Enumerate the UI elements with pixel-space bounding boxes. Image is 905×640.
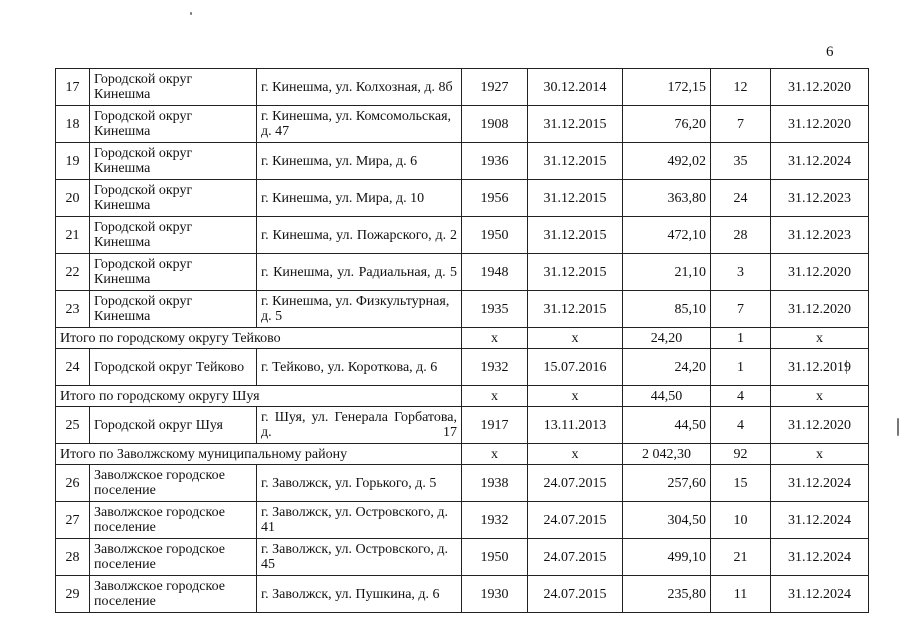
address-cell: г. Кинешма, ул. Колхозная, д. 8б — [257, 69, 462, 106]
page-number: 6 — [826, 44, 834, 60]
address-cell: г. Кинешма, ул. Комсомольская, д. 47 — [257, 106, 462, 143]
area-cell: 44,50 — [623, 407, 711, 444]
year-cell: 1932 — [462, 349, 528, 386]
year-cell: x — [462, 444, 528, 465]
area-cell: 257,60 — [623, 465, 711, 502]
row-number-cell: 17 — [56, 69, 90, 106]
row-number-cell: 25 — [56, 407, 90, 444]
area-cell: 85,10 — [623, 291, 711, 328]
people-cell: 7 — [711, 291, 771, 328]
table-row — [56, 254, 869, 291]
scan-edge-mark — [897, 418, 899, 436]
year-cell: 1950 — [462, 217, 528, 254]
people-cell: 24 — [711, 180, 771, 217]
area-cell: 21,10 — [623, 254, 711, 291]
municipality-cell: Заволжское городское поселение — [90, 502, 257, 539]
area-cell: 363,80 — [623, 180, 711, 217]
address-cell: г. Заволжск, ул. Островского, д. 45 — [257, 539, 462, 576]
table-row — [56, 576, 869, 613]
date-cell: 24.07.2015 — [528, 465, 623, 502]
deadline-cell: 31.12.2024 — [771, 502, 869, 539]
people-cell: 28 — [711, 217, 771, 254]
people-cell: 4 — [711, 386, 771, 407]
deadline-cell: x — [771, 444, 869, 465]
people-cell: 7 — [711, 106, 771, 143]
address-cell: г. Заволжск, ул. Островского, д. 41 — [257, 502, 462, 539]
deadline-cell: 31.12.2020 — [771, 106, 869, 143]
address-cell: г. Заволжск, ул. Пушкина, д. 6 — [257, 576, 462, 613]
deadline-cell: 31.12.2023 — [771, 180, 869, 217]
year-cell: 1938 — [462, 465, 528, 502]
year-cell: 1930 — [462, 576, 528, 613]
municipality-cell: Заволжское городское поселение — [90, 465, 257, 502]
municipality-cell: Городской округ Шуя — [90, 407, 257, 444]
area-cell: 235,80 — [623, 576, 711, 613]
people-cell: 12 — [711, 69, 771, 106]
date-cell: 24.07.2015 — [528, 502, 623, 539]
address-cell: г. Заволжск, ул. Горького, д. 5 — [257, 465, 462, 502]
people-cell: 35 — [711, 143, 771, 180]
people-cell: 4 — [711, 407, 771, 444]
table-row — [56, 106, 869, 143]
address-cell: г. Тейково, ул. Короткова, д. 6 — [257, 349, 462, 386]
row-number-cell: 21 — [56, 217, 90, 254]
deadline-cell: 31.12.2020 — [771, 69, 869, 106]
row-number-cell: 20 — [56, 180, 90, 217]
deadline-cell: 31.12.2020 — [771, 291, 869, 328]
people-cell: 1 — [711, 328, 771, 349]
date-cell: 15.07.2016 — [528, 349, 623, 386]
housing-table — [55, 68, 869, 613]
deadline-cell: x — [771, 328, 869, 349]
municipality-cell: Городской округ Кинешма — [90, 254, 257, 291]
subtotal-row — [56, 386, 869, 407]
subtotal-label-cell: Итого по городскому округу Тейково — [56, 328, 462, 349]
deadline-cell: x — [771, 386, 869, 407]
people-cell: 11 — [711, 576, 771, 613]
table-row — [56, 69, 869, 106]
year-cell: 1935 — [462, 291, 528, 328]
table-row — [56, 407, 869, 444]
address-cell: г. Кинешма, ул. Пожарского, д. 2 — [257, 217, 462, 254]
area-cell: 472,10 — [623, 217, 711, 254]
year-cell: 1932 — [462, 502, 528, 539]
date-cell: 24.07.2015 — [528, 539, 623, 576]
deadline-cell: 31.12.2023 — [771, 217, 869, 254]
table-row — [56, 349, 869, 386]
table-row — [56, 465, 869, 502]
municipality-cell: Городской округ Кинешма — [90, 180, 257, 217]
row-number-cell: 26 — [56, 465, 90, 502]
people-cell: 21 — [711, 539, 771, 576]
year-cell: 1917 — [462, 407, 528, 444]
year-cell: x — [462, 386, 528, 407]
municipality-cell: Заволжское городское поселение — [90, 539, 257, 576]
subtotal-row — [56, 328, 869, 349]
deadline-cell: 31.12.2019 — [771, 349, 869, 386]
people-cell: 92 — [711, 444, 771, 465]
subtotal-label-cell: Итого по городскому округу Шуя — [56, 386, 462, 407]
year-cell: 1927 — [462, 69, 528, 106]
address-cell: г. Шуя, ул. Генерала Горбатова, д. 17 — [257, 407, 462, 444]
year-cell: 1936 — [462, 143, 528, 180]
subtotal-row — [56, 444, 869, 465]
deadline-cell: 31.12.2024 — [771, 576, 869, 613]
address-cell: г. Кинешма, ул. Мира, д. 10 — [257, 180, 462, 217]
municipality-cell: Городской округ Тейково — [90, 349, 257, 386]
address-cell: г. Кинешма, ул. Радиальная, д. 5 — [257, 254, 462, 291]
row-number-cell: 18 — [56, 106, 90, 143]
area-cell: 492,02 — [623, 143, 711, 180]
year-cell: 1950 — [462, 539, 528, 576]
area-cell: 2 042,30 — [623, 444, 711, 465]
row-number-cell: 19 — [56, 143, 90, 180]
row-number-cell: 24 — [56, 349, 90, 386]
row-number-cell: 28 — [56, 539, 90, 576]
municipality-cell: Городской округ Кинешма — [90, 106, 257, 143]
date-cell: 30.12.2014 — [528, 69, 623, 106]
municipality-cell: Городской округ Кинешма — [90, 69, 257, 106]
area-cell: 76,20 — [623, 106, 711, 143]
date-cell: x — [528, 386, 623, 407]
date-cell: x — [528, 328, 623, 349]
deadline-cell: 31.12.2024 — [771, 465, 869, 502]
row-number-cell: 27 — [56, 502, 90, 539]
year-cell: x — [462, 328, 528, 349]
people-cell: 1 — [711, 349, 771, 386]
deadline-cell: 31.12.2020 — [771, 407, 869, 444]
municipality-cell: Городской округ Кинешма — [90, 143, 257, 180]
date-cell: x — [528, 444, 623, 465]
area-cell: 499,10 — [623, 539, 711, 576]
scan-speck — [190, 12, 192, 15]
people-cell: 15 — [711, 465, 771, 502]
table-row — [56, 291, 869, 328]
people-cell: 3 — [711, 254, 771, 291]
municipality-cell: Городской округ Кинешма — [90, 217, 257, 254]
row-number-cell: 22 — [56, 254, 90, 291]
people-cell: 10 — [711, 502, 771, 539]
deadline-cell: 31.12.2024 — [771, 539, 869, 576]
table-row — [56, 539, 869, 576]
area-cell: 304,50 — [623, 502, 711, 539]
year-cell: 1908 — [462, 106, 528, 143]
year-cell: 1948 — [462, 254, 528, 291]
row-number-cell: 23 — [56, 291, 90, 328]
row-number-cell: 29 — [56, 576, 90, 613]
date-cell: 31.12.2015 — [528, 217, 623, 254]
table-row — [56, 502, 869, 539]
year-cell: 1956 — [462, 180, 528, 217]
area-cell: 24,20 — [623, 349, 711, 386]
subtotal-label-cell: Итого по Заволжскому муниципальному району — [56, 444, 462, 465]
date-cell: 24.07.2015 — [528, 576, 623, 613]
address-cell: г. Кинешма, ул. Мира, д. 6 — [257, 143, 462, 180]
date-cell: 31.12.2015 — [528, 143, 623, 180]
table-row — [56, 143, 869, 180]
date-cell: 31.12.2015 — [528, 254, 623, 291]
date-cell: 31.12.2015 — [528, 291, 623, 328]
deadline-cell: 31.12.2020 — [771, 254, 869, 291]
area-cell: 172,15 — [623, 69, 711, 106]
municipality-cell: Городской округ Кинешма — [90, 291, 257, 328]
table-row — [56, 180, 869, 217]
date-cell: 31.12.2015 — [528, 106, 623, 143]
address-cell: г. Кинешма, ул. Физкультурная, д. 5 — [257, 291, 462, 328]
date-cell: 31.12.2015 — [528, 180, 623, 217]
date-cell: 13.11.2013 — [528, 407, 623, 444]
area-cell: 44,50 — [623, 386, 711, 407]
deadline-cell: 31.12.2024 — [771, 143, 869, 180]
area-cell: 24,20 — [623, 328, 711, 349]
municipality-cell: Заволжское городское поселение — [90, 576, 257, 613]
table-row — [56, 217, 869, 254]
